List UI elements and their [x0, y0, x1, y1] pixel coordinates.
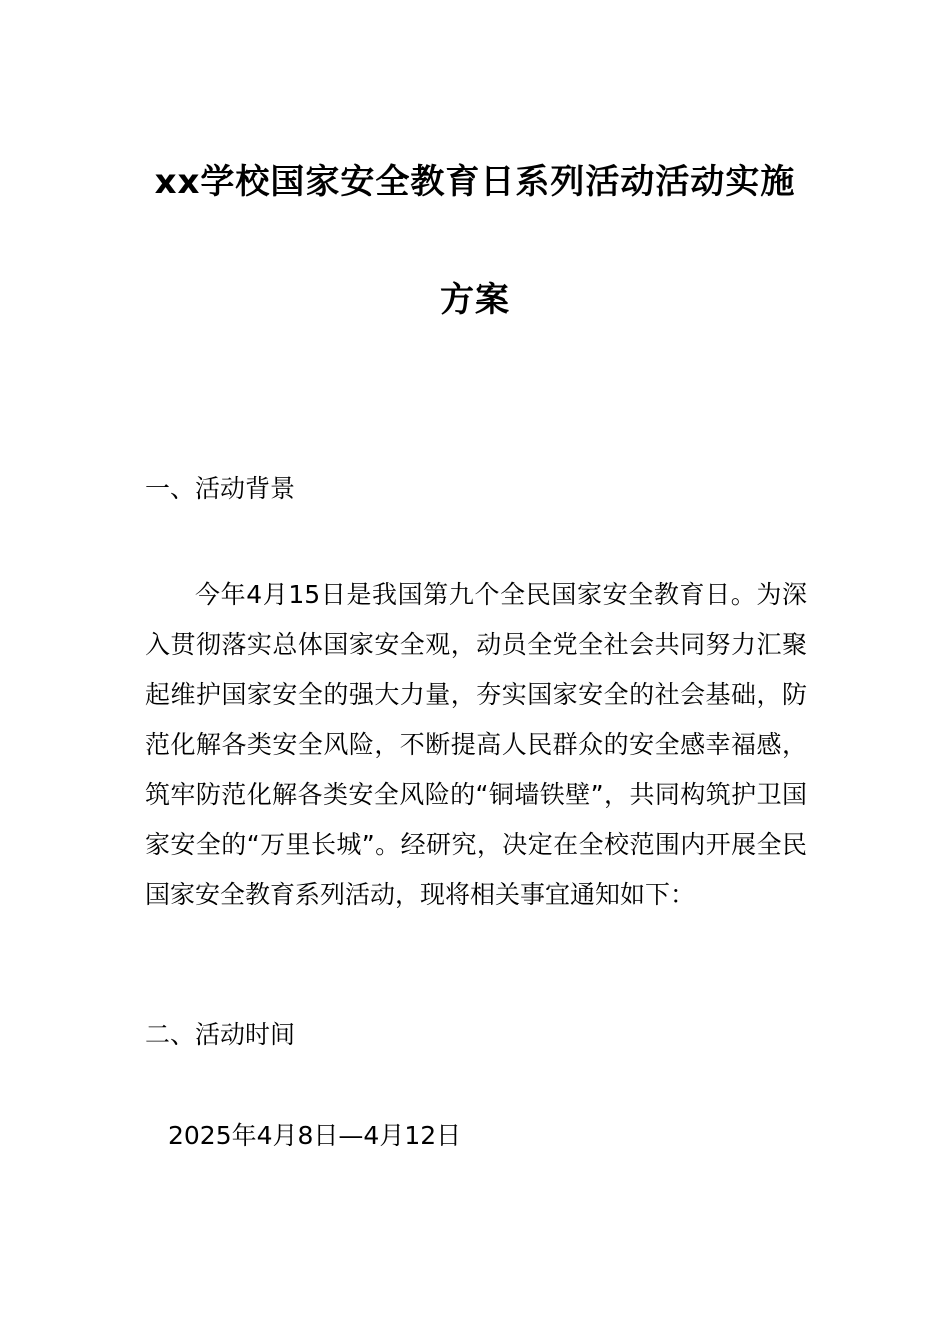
document-title-line-2: 方案 — [440, 280, 510, 320]
document-title-line-1: xx学校国家安全教育日系列活动活动实施 — [154, 162, 796, 202]
section-body-time: 2025年4月8日—4月12日 — [168, 1121, 462, 1150]
section-body-background: 今年4月15日是我国第九个全民国家安全教育日。为深入贯彻落实总体国家安全观，动员全党全社会共同努力汇聚起维护国家安全的强大力量，夯实国家安全的社会基础，防范化解各类安全风险，不断提高人民群众的安全感幸福感，筑牢防范化解各类安全风险的“铜墙铁壁”，共同构筑护卫国家安全的“万里长城”。经研究，决定在全校范围内开展全民国家安全教育系列活动，现将相关事宜通知如下： — [145, 580, 807, 909]
section-heading-time: 二、活动时间 — [145, 1020, 296, 1049]
section-heading-background: 一、活动背景 — [145, 474, 296, 503]
